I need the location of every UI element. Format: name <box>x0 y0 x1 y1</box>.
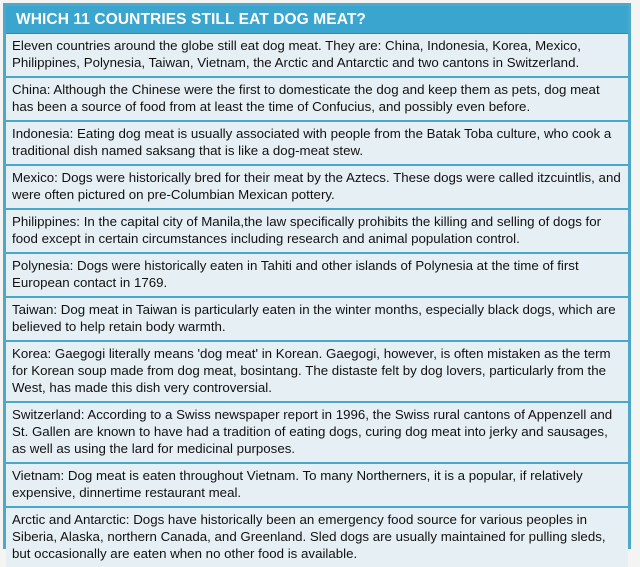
taiwan-paragraph: Taiwan: Dog meat in Taiwan is particularly eaten in the winter months, especially black dogs, which are believed to help retain body warmth. <box>6 298 628 342</box>
arctic-antarctic-paragraph: Arctic and Antarctic: Dogs have historically been an emergency food source for various peoples in Siberia, Alaska, northern Canada, and Greenland. Sled dogs are usually maintained for pulling sleds, but occasionally are eaten when no other food is available. <box>6 508 628 567</box>
intro-paragraph: Eleven countries around the globe still eat dog meat. They are: China, Indonesia, Korea, Mexico, Philippines, Polynesia, Taiwan, Vietnam, the Arctic and Antarctic and two cantons in Switzerland. <box>6 34 628 78</box>
paragraph-list <box>6 34 628 567</box>
china-paragraph: China: Although the Chinese were the first to domesticate the dog and keep them as pets, dog meat has been a source of food from at least the time of Confucius, and possibly even before. <box>6 78 628 122</box>
polynesia-paragraph: Polynesia: Dogs were historically eaten in Tahiti and other islands of Polynesia at the time of first European contact in 1769. <box>6 254 628 298</box>
switzerland-paragraph: Switzerland: According to a Swiss newspaper report in 1996, the Swiss rural cantons of Appenzell and St. Gallen are known to have had a tradition of eating dogs, curing dog meat into jerky and sausages, as well as using the lard for medicinal purposes. <box>6 403 628 464</box>
infobox <box>3 3 631 561</box>
philippines-paragraph: Philippines: In the capital city of Manila,the law specifically prohibits the killing and selling of dogs for food except in certain circumstances including research and animal population control. <box>6 210 628 254</box>
indonesia-paragraph: Indonesia: Eating dog meat is usually associated with people from the Batak Toba culture, who cook a traditional dish named saksang that is like a dog-meat stew. <box>6 122 628 166</box>
infobox-title: WHICH 11 COUNTRIES STILL EAT DOG MEAT? <box>6 6 628 34</box>
korea-paragraph: Korea: Gaegogi literally means 'dog meat' in Korean. Gaegogi, however, is often mistaken as the term for Korean soup made from dog meat, bosintang. The distaste felt by dog lovers, particularly from the West, has made this dish very controversial. <box>6 342 628 403</box>
mexico-paragraph: Mexico: Dogs were historically bred for their meat by the Aztecs. These dogs were called itzcuintlis, and were often pictured on pre-Columbian Mexican pottery. <box>6 166 628 210</box>
vietnam-paragraph: Vietnam: Dog meat is eaten throughout Vietnam. To many Northerners, it is a popular, if relatively expensive, dinnertime restaurant meal. <box>6 464 628 508</box>
